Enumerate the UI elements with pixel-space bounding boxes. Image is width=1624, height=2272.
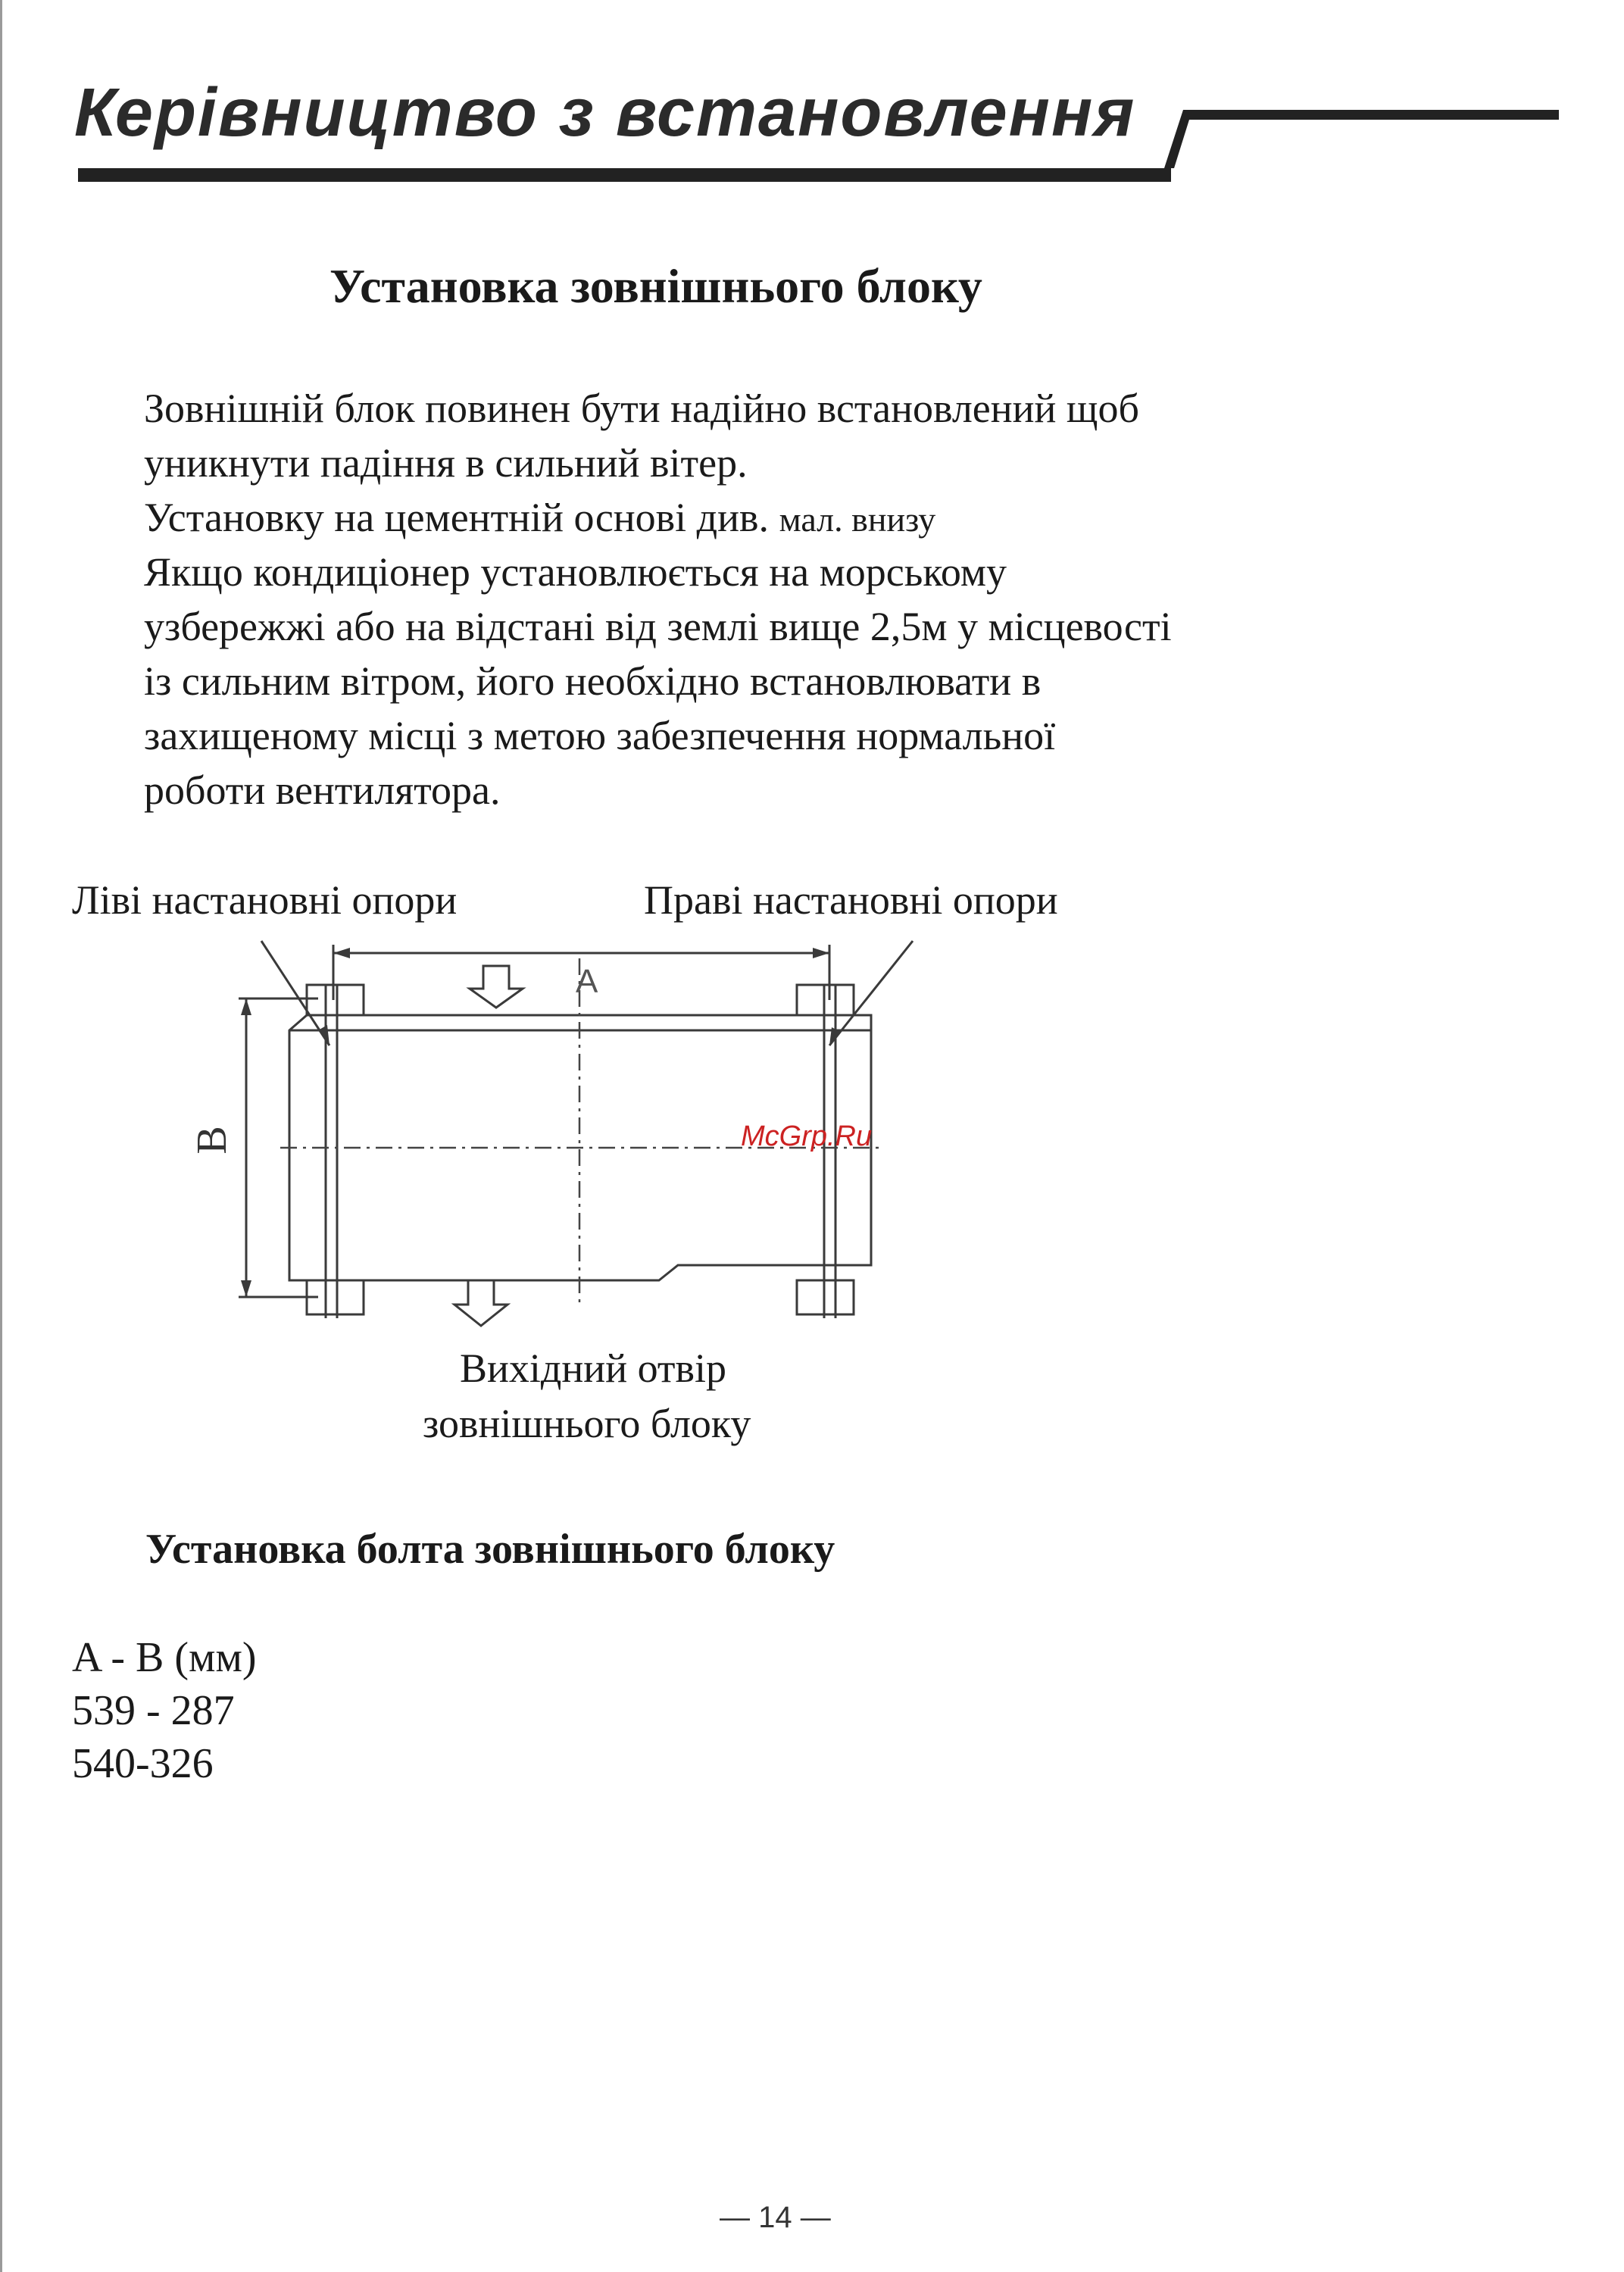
page-title: Керівництво з встановлення <box>74 75 1136 151</box>
left-supports-label: Ліві настановні опори <box>72 877 458 923</box>
outlet-label-line2: зовнішнього блоку <box>423 1401 751 1446</box>
paragraph-line: узбережжі або на відстані від землі вище 2,5м у місцевості <box>144 604 1172 649</box>
paragraph-text-small: мал. внизу <box>779 500 936 539</box>
dimension-b-label: B <box>189 1126 236 1155</box>
paragraph-line: Якщо кондиціонер установлюється на морському <box>144 549 1007 595</box>
right-supports-label: Праві настановні опори <box>644 877 1058 923</box>
paragraph-line: захищеному місці з метою забезпечення нормальної <box>144 713 1056 758</box>
paragraph-line: роботи вентилятора. <box>144 767 501 813</box>
bolt-table-header: A - B (мм) <box>72 1634 257 1681</box>
bolt-table-row: 540-326 <box>72 1740 214 1787</box>
paragraph-line: із сильним вітром, його необхідно встановлювати в <box>144 658 1042 704</box>
dimension-a-label: A <box>576 963 598 1000</box>
bolt-table-row: 539 - 287 <box>72 1687 235 1734</box>
paragraph-text: Установку на цементній основі див. <box>144 495 770 540</box>
outlet-label-line1: Вихідний отвір <box>460 1345 726 1391</box>
paragraph-line: Зовнішній блок повинен бути надійно встановлений щоб <box>144 386 1139 431</box>
section-title: Установка зовнішнього блоку <box>329 259 982 313</box>
watermark-text: McGrp.Ru <box>741 1120 873 1152</box>
page-number: — 14 — <box>720 2201 831 2234</box>
bolt-section-title: Установка болта зовнішнього блоку <box>145 1526 835 1573</box>
paragraph-line: уникнути падіння в сильний вітер. <box>144 440 748 486</box>
